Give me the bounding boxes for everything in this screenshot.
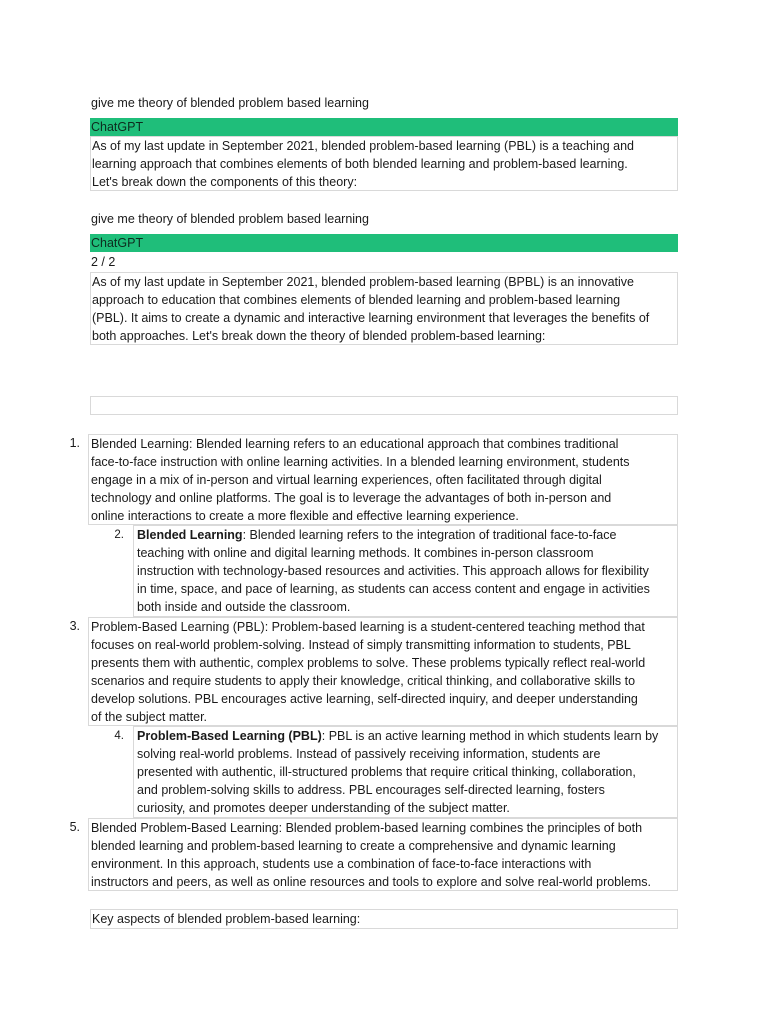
key-aspects-box (90, 909, 678, 929)
list-item (133, 726, 678, 818)
user-prompt: give me theory of blended problem based learning (91, 96, 369, 110)
list-line: in time, space, and pace of learning, as students can access content and engage in activities (137, 582, 650, 596)
list-line-rest: : PBL is an active learning method in which students learn by (321, 729, 659, 743)
list-line: develop solutions. PBL encourages active learning, self-directed inquiry, and deeper understanding (91, 692, 638, 706)
response-box (90, 136, 678, 191)
list-line: technology and online platforms. The goal is to leverage the advantages of both in-person and (91, 491, 612, 505)
list-item (88, 818, 678, 891)
list-line (137, 526, 677, 544)
response-line: both approaches. Let's break down the theory of blended problem-based learning: (92, 329, 546, 343)
list-item (88, 617, 678, 726)
list-line: Blended Learning: Blended learning refers to an educational approach that combines traditional (91, 437, 619, 451)
list-line: Problem-Based Learning (PBL): Problem-based learning is a student-centered teaching method that (91, 620, 645, 634)
list-item (133, 525, 678, 617)
list-number: 5. (69, 820, 80, 834)
list-line: environment. In this approach, students use a combination of face-to-face interactions with (91, 857, 592, 871)
list-line: teaching with online and digital learning methods. It combines in-person classroom (137, 546, 594, 560)
list-line: face-to-face instruction with online learning activities. In a blended learning environment, students (91, 455, 630, 469)
author-bar: ChatGPT (90, 118, 678, 136)
list-line: presents them with authentic, complex problems to solve. These problems typically reflect real-world (91, 656, 646, 670)
response-box (90, 272, 678, 345)
list-line: presented with authentic, ill-structured problems that require critical thinking, collaboration, (137, 765, 636, 779)
list-number: 3. (69, 619, 80, 633)
response-line: learning approach that combines elements of both blended learning and problem-based learning. (92, 157, 628, 171)
response-line: As of my last update in September 2021, blended problem-based learning (BPBL) is an innovative (92, 275, 634, 289)
term-bold: Problem-Based Learning (PBL) (137, 729, 322, 743)
response-pager: 2 / 2 (91, 255, 116, 269)
list-line: instruction with technology-based resources and activities. This approach allows for flexibility (137, 564, 649, 578)
list-line: of the subject matter. (91, 710, 208, 724)
user-prompt: give me theory of blended problem based learning (91, 212, 369, 226)
list-line: engage in a mix of in-person and virtual learning experiences, often facilitated through digital (91, 473, 602, 487)
empty-box (90, 396, 678, 415)
list-line: blended learning and problem-based learning to create a comprehensive and dynamic learning (91, 839, 616, 853)
response-line: approach to education that combines elements of blended learning and problem-based learning (92, 293, 621, 307)
list-line: instructors and peers, as well as online resources and tools to explore and solve real-world problems. (91, 875, 652, 889)
response-line: Let's break down the components of this theory: (92, 175, 358, 189)
list-line: focuses on real-world problem-solving. Instead of simply transmitting information to students, PBL (91, 638, 631, 652)
response-line: As of my last update in September 2021, blended problem-based learning (PBL) is a teaching and (92, 139, 634, 153)
list-line: and problem-solving skills to address. PBL encourages self-directed learning, fosters (137, 783, 605, 797)
response-line: (PBL). It aims to create a dynamic and interactive learning environment that leverages the benefits of (92, 311, 650, 325)
list-number: 4. (114, 730, 124, 742)
term-bold: Blended Learning (137, 528, 243, 542)
list-line-rest: : Blended learning refers to the integration of traditional face-to-face (242, 528, 617, 542)
list-line: online interactions to create a more flexible and effective learning experience. (91, 509, 519, 523)
author-bar: ChatGPT (90, 234, 678, 252)
list-line: curiosity, and promotes deeper understanding of the subject matter. (137, 801, 510, 815)
list-line: solving real-world problems. Instead of passively receiving information, students are (137, 747, 601, 761)
list-line: both inside and outside the classroom. (137, 600, 351, 614)
list-number: 2. (114, 529, 124, 541)
list-line: scenarios and require students to apply their knowledge, critical thinking, and collaborative skills to (91, 674, 636, 688)
list-item (88, 434, 678, 525)
key-aspects-heading: Key aspects of blended problem-based learning: (92, 912, 361, 926)
list-number: 1. (69, 436, 80, 450)
list-line (137, 727, 677, 745)
list-line: Blended Problem-Based Learning: Blended problem-based learning combines the principles of both (91, 821, 643, 835)
